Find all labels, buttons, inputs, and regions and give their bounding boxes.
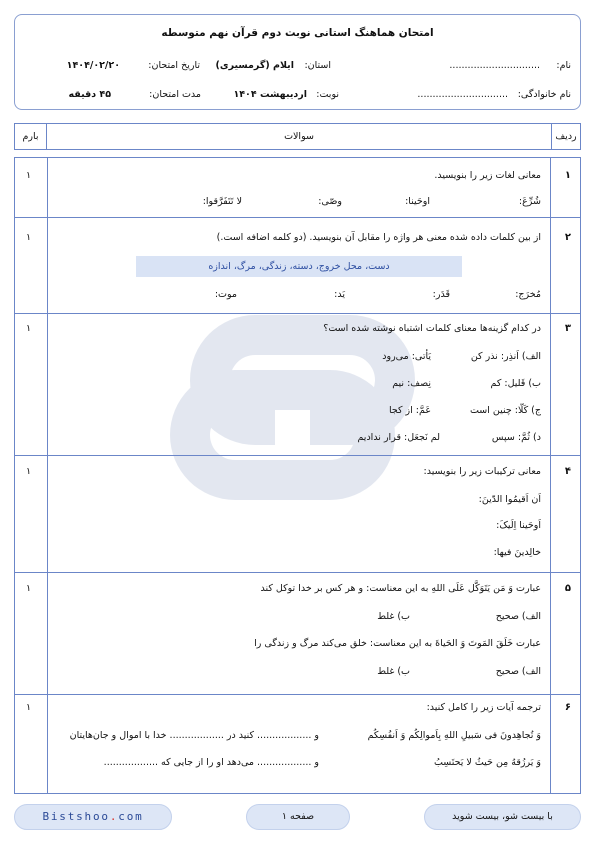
duration-value: ۴۵ دقیقه (68, 89, 111, 100)
question-text-2: از بین کلمات داده شده معنی هر واژه را مقابل آن بنویسید. (دو کلمه اضافه است.) (216, 232, 541, 243)
q4-item-1: اَن اَقیمُوا الدّینَ: (478, 494, 541, 505)
site-dot: . (109, 810, 119, 823)
question-number-4: ۴ (564, 466, 571, 477)
footer-site-link[interactable] (14, 804, 172, 830)
q2-item-3: یَد: (334, 289, 345, 300)
footer-slogan: با بیست شو، بیست شوید (424, 804, 581, 830)
site-tld: com (118, 810, 144, 823)
question-number-1: ۱ (564, 170, 571, 181)
column-header-score: بارم (15, 124, 47, 149)
q5-statement-1: عبارت وَ مَن یَتَوَکَّل عَلَی اللهِ به این معناست: و هر کس بر خدا توکل کند (260, 583, 541, 594)
question-score-3: ۱ (26, 323, 32, 334)
question-score-5: ۱ (26, 583, 32, 594)
q1-item-4: لا تَتَفَرَّقوا: (202, 196, 242, 207)
q2-word-bank: دست، محل خروج، دسته، زندگی، مرگ، اندازه (136, 256, 462, 277)
q2-item-4: موت: (214, 289, 237, 300)
q5-s2-false-option[interactable]: ب) غلط (377, 666, 410, 677)
q1-item-2: اوحَینا: (405, 196, 430, 207)
q1-item-1: شُرِّعَ: (518, 196, 541, 207)
column-header-questions: سوالات (284, 131, 314, 142)
family-label: نام خانوادگی: (517, 89, 571, 100)
q3-choice-b-1: ب) قَلیل: کم (490, 378, 541, 389)
q2-item-1: مُخرَج: (515, 289, 541, 300)
question-text-1: معانی لغات زیر را بنویسید. (434, 170, 541, 181)
q3-choice-d-2: لم نَجعَل: قرار ندادیم (357, 432, 440, 443)
session-value: اردیبهشت ۱۴۰۴ (233, 89, 307, 100)
q4-item-3: خالِدینَ فیها: (493, 547, 541, 558)
exam-header (14, 14, 581, 110)
q6-ayah-2: وَ یَرزُقهُ مِن حَیثُ لا یَحتَسِبُ (433, 757, 541, 768)
name-label: نام: (556, 60, 571, 71)
question-number-6: ۶ (564, 702, 571, 713)
q6-ayah-1: وَ تُجاهِدونَ فی سَبیلِ اللهِ بِاَموالِکُم وَ اَنفُسِکُم (367, 730, 541, 741)
q5-statement-2: عبارت خَلَقَ المَوتَ وَ الحَیاةَ به این معناست: خلق می‌کند مرگ و زندگی را (254, 638, 541, 649)
question-score-2: ۱ (26, 232, 32, 243)
question-number-5: ۵ (564, 583, 571, 594)
q3-choice-a-1: الف) اَنذِر: نذر کن (470, 351, 541, 362)
q3-choice-c-2: عَمَّ: از کجا (388, 405, 431, 416)
name-dots: .............................. (449, 60, 540, 71)
duration-label: مدت امتحان: (149, 89, 201, 100)
family-dots: .............................. (417, 89, 508, 100)
question-text-4: معانی ترکیبات زیر را بنویسید: (423, 466, 541, 477)
exam-title: امتحان هماهنگ استانی نوبت دوم قرآن نهم متوسطه (161, 27, 434, 39)
q1-item-3: وصّی: (318, 196, 342, 207)
question-number-3: ۳ (564, 323, 571, 334)
q3-choice-b-2: نِصف: نیم (392, 378, 431, 389)
q3-choice-d-1: د) ثُمَّ: سپس (491, 432, 541, 443)
column-header-radif: ردیف (551, 124, 580, 149)
date-label: تاریخ امتحان: (148, 60, 200, 71)
question-number-2: ۲ (564, 232, 571, 243)
question-text-6: ترجمه آیات زیر را کامل کنید: (426, 702, 541, 713)
date-value: ۱۴۰۴/۰۲/۲۰ (66, 60, 120, 71)
q6-translation-1: و .................. کنید در .................. خدا با اموال و جان‌هایتان (69, 730, 319, 741)
q4-item-2: اَوحَینا اِلَیکَ: (496, 520, 541, 531)
province-value: ایلام (گرمسیری) (215, 60, 294, 71)
q5-s1-true-option[interactable]: الف) صحیح (495, 611, 541, 622)
footer-page-number: صفحه ۱ (246, 804, 350, 830)
q5-s1-false-option[interactable]: ب) غلط (377, 611, 410, 622)
q2-item-2: قَدَر: (432, 289, 450, 300)
q6-translation-2: و .................. می‌دهد او را از جایی که .................. (103, 757, 319, 768)
q5-s2-true-option[interactable]: الف) صحیح (495, 666, 541, 677)
question-text-3: در کدام گزینه‌ها معنای کلمات اشتباه نوشته شده است؟ (323, 323, 541, 334)
q3-choice-c-1: ج) کَلّا: چنین است (469, 405, 541, 416)
question-score-6: ۱ (26, 702, 32, 713)
q3-choice-a-2: یَأتی: می‌رود (382, 351, 431, 362)
site-name: Bistshoo (42, 810, 110, 823)
question-score-4: ۱ (26, 466, 32, 477)
session-label: نوبت: (316, 89, 339, 100)
province-label: استان: (304, 60, 331, 71)
table-header (14, 123, 581, 150)
question-score-1: ۱ (26, 170, 32, 181)
